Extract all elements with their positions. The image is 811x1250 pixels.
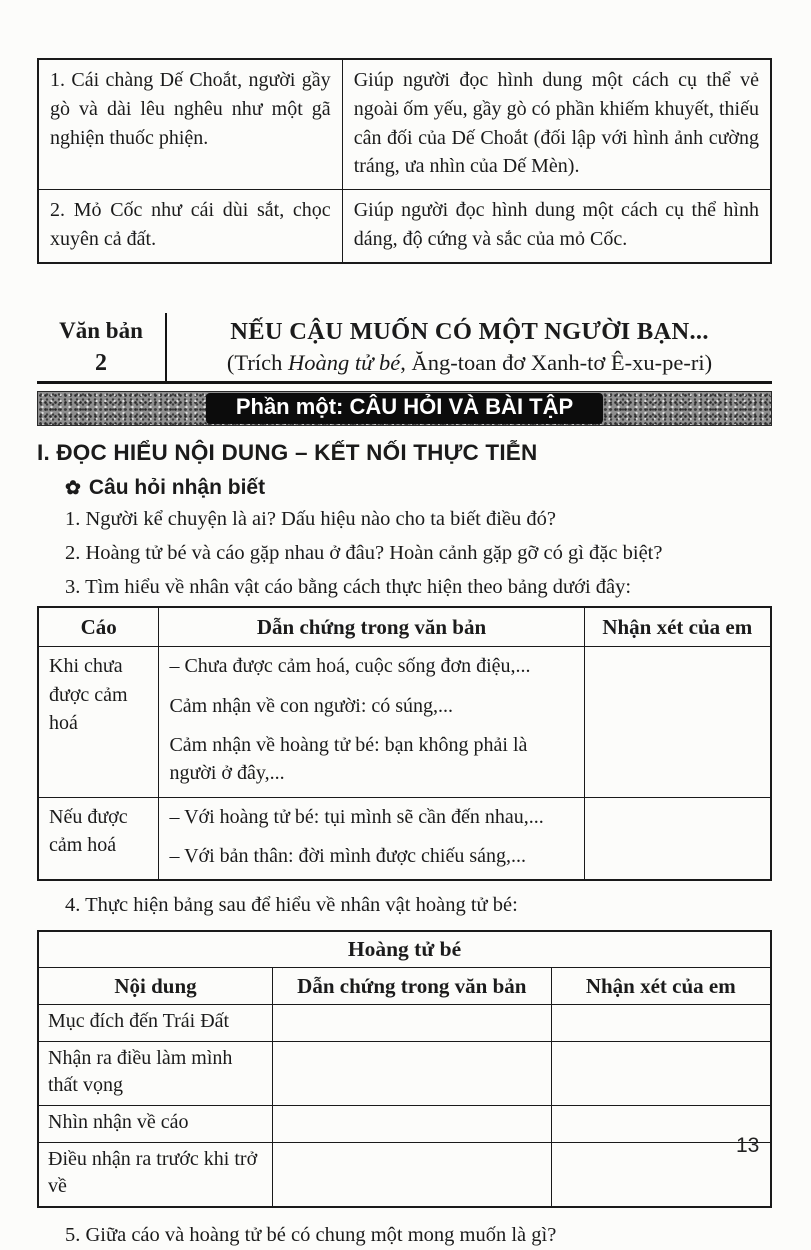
table-row [38, 1041, 771, 1105]
table-caption: Hoàng tử bé [38, 931, 771, 968]
content-label-cell: Mục đích đến Trái Đất [38, 1005, 273, 1042]
evidence-line: Cảm nhận về hoàng tử bé: bạn không phải là người ở đây,... [169, 733, 528, 785]
evidence-line: – Với hoàng tử bé: tụi mình sẽ cần đến nhau,... [169, 805, 544, 828]
evidence-cell [159, 797, 584, 880]
comment-cell [584, 647, 771, 798]
lesson-number-block [37, 313, 167, 381]
column-header-danchung: Dẫn chứng trong văn bản [273, 968, 552, 1005]
table-row [38, 59, 771, 190]
section-heading: I. ĐỌC HIỂU NỘI DUNG – KẾT NỐI THỰC TIỄN [37, 439, 538, 465]
comment-cell [551, 1005, 771, 1042]
content-label-cell: Nhìn nhận về cáo [38, 1106, 273, 1143]
category-cell: Nếu được cảm hoá [38, 797, 159, 880]
table-row [38, 1005, 771, 1042]
column-header-noidung: Nội dung [38, 968, 273, 1005]
header-row [38, 607, 771, 647]
fox-analysis-table [37, 606, 772, 881]
lesson-title-block [167, 313, 772, 381]
evidence-cell [273, 1142, 552, 1207]
column-header-cao: Cáo [38, 607, 159, 647]
flower-icon: ✿ [65, 477, 81, 499]
column-header-danchung: Dẫn chứng trong văn bản [159, 607, 584, 647]
evidence-cell [273, 1106, 552, 1143]
lesson-title: NẾU CẬU MUỐN CÓ MỘT NGƯỜI BẠN... [230, 317, 709, 345]
table-row [38, 190, 771, 263]
comment-cell [584, 797, 771, 880]
question-4: 4. Thực hiện bảng sau để hiểu về nhân vật hoàng tử bé: [65, 894, 518, 917]
evidence-line: – Với bản thân: đời mình được chiếu sáng,... [169, 845, 527, 868]
evidence-line: Cảm nhận về con người: có súng,... [169, 694, 454, 717]
subtitle-prefix: (Trích [226, 349, 288, 375]
content-label-cell: Nhận ra điều làm mình thất vọng [38, 1041, 273, 1105]
banner-label: Phần một: CÂU HỎI VÀ BÀI TẬP [206, 393, 603, 424]
effect-cell: Giúp người đọc hình dung một cách cụ thể hình dáng, độ cứng và sắc của mỏ Cốc. [342, 190, 771, 263]
part-one-banner [37, 391, 772, 426]
header-row [38, 968, 771, 1005]
column-header-nhanxet: Nhận xét của em [584, 607, 771, 647]
recognition-questions-heading [65, 476, 772, 500]
evidence-cell [159, 647, 584, 798]
caption-row [38, 931, 771, 968]
lesson-number: 2 [95, 349, 107, 376]
effect-cell: Giúp người đọc hình dung một cách cụ thể vẻ ngoài ốm yếu, gầy gò có phần khiếm khuyết, thiếu cân đối của Dế Choắt (đối lập với hình ảnh cường tráng, ưa nhìn của Dế Mèn). [342, 59, 771, 190]
detail-comparison-table [37, 58, 772, 264]
lesson-subtitle [167, 346, 772, 381]
subtitle-work-title: Hoàng tử bé [287, 349, 401, 375]
question-2: 2. Hoàng tử bé và cáo gặp nhau ở đâu? Hoàn cảnh gặp gỡ có gì đặc biệt? [65, 541, 663, 564]
evidence-cell [273, 1005, 552, 1042]
subtitle-author: , Ăng-toan đơ Xanh-tơ Ê-xu-pe-ri) [400, 349, 713, 375]
question-5: 5. Giữa cáo và hoàng tử bé có chung một mong muốn là gì? [65, 1223, 557, 1246]
evidence-cell [273, 1041, 552, 1105]
subheading-label: Câu hỏi nhận biết [88, 475, 266, 499]
lesson-label: Văn bản [59, 317, 143, 343]
quote-cell: 1. Cái chàng Dế Choắt, người gầy gò và dài lêu nghêu như một gã nghiện thuốc phiện. [38, 59, 342, 190]
lesson-header [37, 313, 772, 384]
question-3: 3. Tìm hiểu về nhân vật cáo bằng cách thực hiện theo bảng dưới đây: [65, 576, 632, 598]
table-row [38, 647, 771, 798]
page-number: 13 [736, 1134, 760, 1157]
table-row [38, 1106, 771, 1143]
question-1: 1. Người kể chuyện là ai? Dấu hiệu nào cho ta biết điều đó? [65, 507, 557, 530]
table-row [38, 797, 771, 880]
comment-cell [551, 1041, 771, 1105]
prince-analysis-table [37, 930, 772, 1208]
category-cell: Khi chưa được cảm hoá [38, 647, 159, 798]
evidence-line: – Chưa được cảm hoá, cuộc sống đơn điệu,... [169, 655, 531, 678]
table-row [38, 1142, 771, 1207]
quote-cell: 2. Mỏ Cốc như cái dùi sắt, chọc xuyên cả đất. [38, 190, 342, 263]
content-label-cell: Điều nhận ra trước khi trở về [38, 1142, 273, 1207]
column-header-nhanxet: Nhận xét của em [551, 968, 771, 1005]
